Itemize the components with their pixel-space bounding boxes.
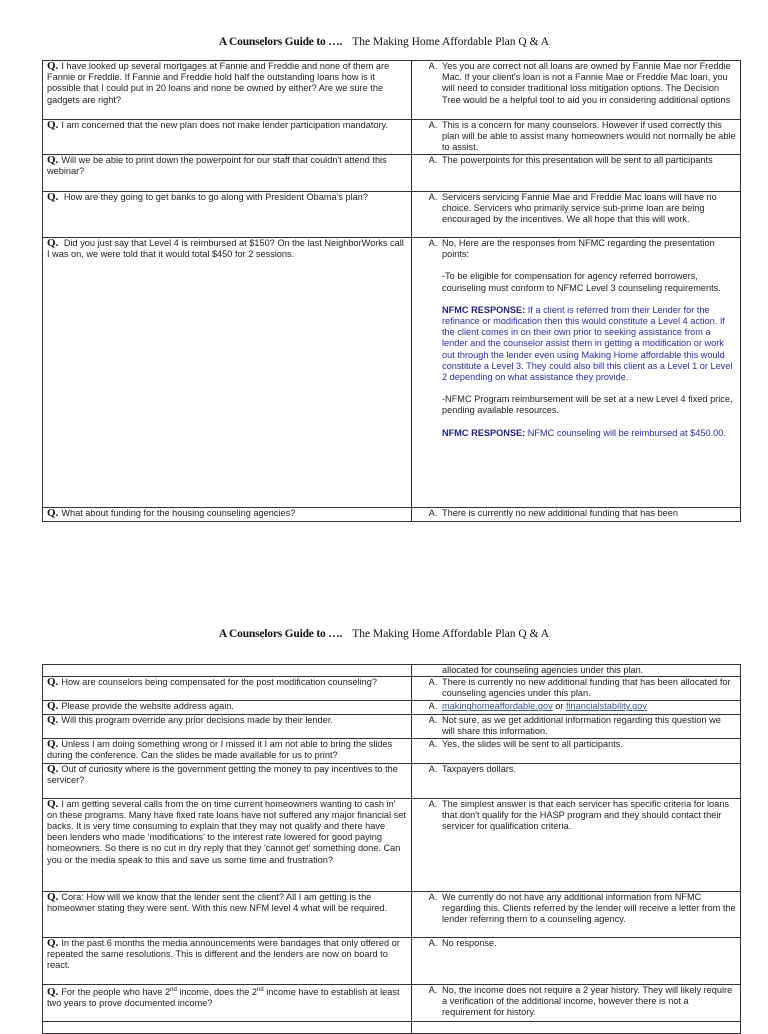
- answer-cell: A. Yes, the slides will be sent to all participants.: [412, 738, 741, 763]
- qa-row: [43, 937, 741, 984]
- question-cell: Q. How are counselors being compensated for the post modification counseling?: [43, 677, 412, 701]
- answer-cell: A. Servicers servicing Fannie Mae and Freddie Mac loans will have no choice. Servicers who primarily service sub-prime loan are being encouraged by the incentives. We all hope that this will work.: [412, 192, 741, 238]
- qa-row-continuation: [43, 665, 741, 677]
- qa-row: [43, 798, 741, 891]
- answer-cell: A. No, Here are the responses from NFMC regarding the presentation points: -To be eligible for compensation for agency referred borrowers, counseling must conform to NFMC Level 3 counseling requirements. NFMC RESPONSE: If a client is referred from their Lender for the refinance or modification then this would constitute a Level 4 action. If the client comes in on their own prior to seeking assistance from a lender and the counselor assist them in getting a modification or work out through the lender even using Making Home affordable this would constitute a Level 3. They could also bill this client as a Level 1 or Level 2 depending on what assistance they provide. -NFMC Program reimbursement will be set at a new Level 4 fixed price, pending available resources. NFMC RESPONSE: NFMC counseling will be reimbursed at $450.00.: [412, 238, 741, 508]
- qa-row: [43, 715, 741, 738]
- answer-cell: A. No, the income does not require a 2 year history. They will likely require a verification of the additional income, however there is not a requirement for history.: [412, 984, 741, 1021]
- nfmc-response: NFMC RESPONSE: NFMC counseling will be reimbursed at $450.00.: [442, 427, 726, 438]
- question-cell: Q. Cora: How will we know that the lender sent the client? All I am getting is the homeowner stating they were sent. With this new NFM level 4 what will be required.: [43, 891, 412, 937]
- answer-cell: A. We currently do not have any additional information from NFMC regarding this. Clients referred by the lender will receive a letter from the lender referring them to a counseling agency.: [412, 891, 741, 937]
- question-cell: Q. Please provide the website address again.: [43, 701, 412, 715]
- answer-paragraph: -NFMC Program reimbursement will be set at a new Level 4 fixed price, pending available resources.: [442, 394, 733, 416]
- answer-cell: allocated for counseling agencies under this plan.: [412, 665, 741, 677]
- question-cell: Q. Will this program override any prior decisions made by their lender.: [43, 715, 412, 738]
- qa-row: [43, 677, 741, 701]
- website-link-makinghomeaffordable[interactable]: makinghomeaffordable.gov: [442, 701, 553, 712]
- question-cell: Q. Out of curiosity where is the government getting the money to pay incentives to the servicer?: [43, 763, 412, 798]
- qa-row: [43, 61, 741, 120]
- answer-paragraph: -To be eligible for compensation for agency referred borrowers, counseling must conform to NFMC Level 3 counseling requirements.: [442, 271, 721, 293]
- qa-row: [43, 192, 741, 238]
- question-cell: Q. Unless I am doing something wrong or I missed it I am not able to bring the slides during the conference. Can the slides be made available for us to print?: [43, 738, 412, 763]
- answer-cell: A. There is currently no new additional funding that has been: [412, 508, 741, 522]
- qa-table: [42, 60, 741, 522]
- answer-paragraph: No, Here are the responses from NFMC regarding the presentation points:: [442, 238, 715, 260]
- qa-table: [42, 664, 741, 1034]
- qa-row: [43, 238, 741, 508]
- qa-row: [43, 984, 741, 1021]
- answer-cell: A. Taxpayers dollars.: [412, 763, 741, 798]
- answer-cell: A. makinghomeaffordable.gov or financialstability.gov: [412, 701, 741, 715]
- answer-cell: A. Yes you are correct not all loans are owned by Fannie Mae nor Freddie Mac. If your client's loan is not a Fannie Mae or Freddie Mac loan, you will need to consider traditional loss mitigation options. The Decision Tree would be a helpful tool to aid you in considering additional options: [412, 61, 741, 120]
- question-cell: Q. I am getting several calls from the on time current homeowners wanting to cash in' on these programs. Many have fixed rate loans have not suffered any major financial set backs. It is very time consuming to explain that they may not qualify and there have been lenders who made 'modifications' to the interest rate lowered for good paying homeowners. So there is no cut in dry reply that they 'cannot get' something done. Can you or the media speak to this and save us some time and frustration?: [43, 798, 412, 891]
- qa-row: [43, 508, 741, 522]
- qa-row: [43, 701, 741, 715]
- question-cell: Q. I am concerned that the new plan does not make lender participation mandatory.: [43, 120, 412, 155]
- question-cell: Q. Will we be able to print down the powerpoint for our staff that couldn't attend this webinar?: [43, 155, 412, 192]
- question-cell: Q. For the people who have 2nd income, does the 2nd income have to establish at least two years to prove documented income?: [43, 984, 412, 1021]
- nfmc-response: NFMC RESPONSE: If a client is referred from their Lender for the refinance or modification then this would constitute a Level 4 action. If the client comes in on their own prior to seeking assistance from a lender and the counselor assist them in getting a modification or work out through the lender even using Making Home affordable this would constitute a Level 3. They could also bill this client as a Level 1 or Level 2 depending on what assistance they provide.: [442, 304, 733, 383]
- qa-row: [43, 763, 741, 798]
- qa-row: [43, 155, 741, 192]
- answer-cell: A. This is a concern for many counselors. However if used correctly this plan will be able to assist many homeowners would not normally be able to assist.: [412, 120, 741, 155]
- answer-cell: A. The powerpoints for this presentation will be sent to all participants: [412, 155, 741, 192]
- question-cell: Q. How are they going to get banks to go along with President Obama's plan?: [43, 192, 412, 238]
- answer-cell: A. The simplest answer is that each servicer has specific criteria for loans that don't qualify for the HASP program and they should contact their servicer for qualification criteria.: [412, 798, 741, 891]
- qa-row-partial: [43, 1021, 741, 1033]
- answer-cell: A. There is currently no new additional funding that has been allocated for counseling agencies under this plan.: [412, 677, 741, 701]
- qa-row: [43, 738, 741, 763]
- page-title: A Counselors Guide to …. The Making Home Affordable Plan Q & A: [218, 628, 550, 640]
- question-cell: Q. I have looked up several mortgages at Fannie and Freddie and none of them are Fannie or Freddie. If Fannie and Freddie hold half the outstanding loans how is it possible that I could put in 20 loans and none be owned by either? Are we sure the gadgets are right?: [43, 61, 412, 120]
- question-cell: [43, 1021, 412, 1033]
- qa-row: [43, 891, 741, 937]
- question-cell: Q. What about funding for the housing counseling agencies?: [43, 508, 412, 522]
- question-cell: Q. In the past 6 months the media announcements were bandages that only offered or repeated the same resolutions. This is different and the lenders are now on board to react.: [43, 937, 412, 984]
- qa-row: [43, 120, 741, 155]
- website-link-financialstability[interactable]: financialstability.gov: [565, 701, 647, 712]
- answer-cell: [412, 1021, 741, 1033]
- answer-cell: A. No response.: [412, 937, 741, 984]
- answer-cell: A. Not sure, as we get additional information regarding this question we will share this information.: [412, 715, 741, 738]
- question-cell: [43, 665, 412, 677]
- page-title: A Counselors Guide to …. The Making Home Affordable Plan Q & A: [218, 36, 550, 48]
- question-cell: Q. Did you just say that Level 4 is reimbursed at $150? On the last NeighborWorks call I was on, we were told that it would total $450 for 2 sessions.: [43, 238, 412, 508]
